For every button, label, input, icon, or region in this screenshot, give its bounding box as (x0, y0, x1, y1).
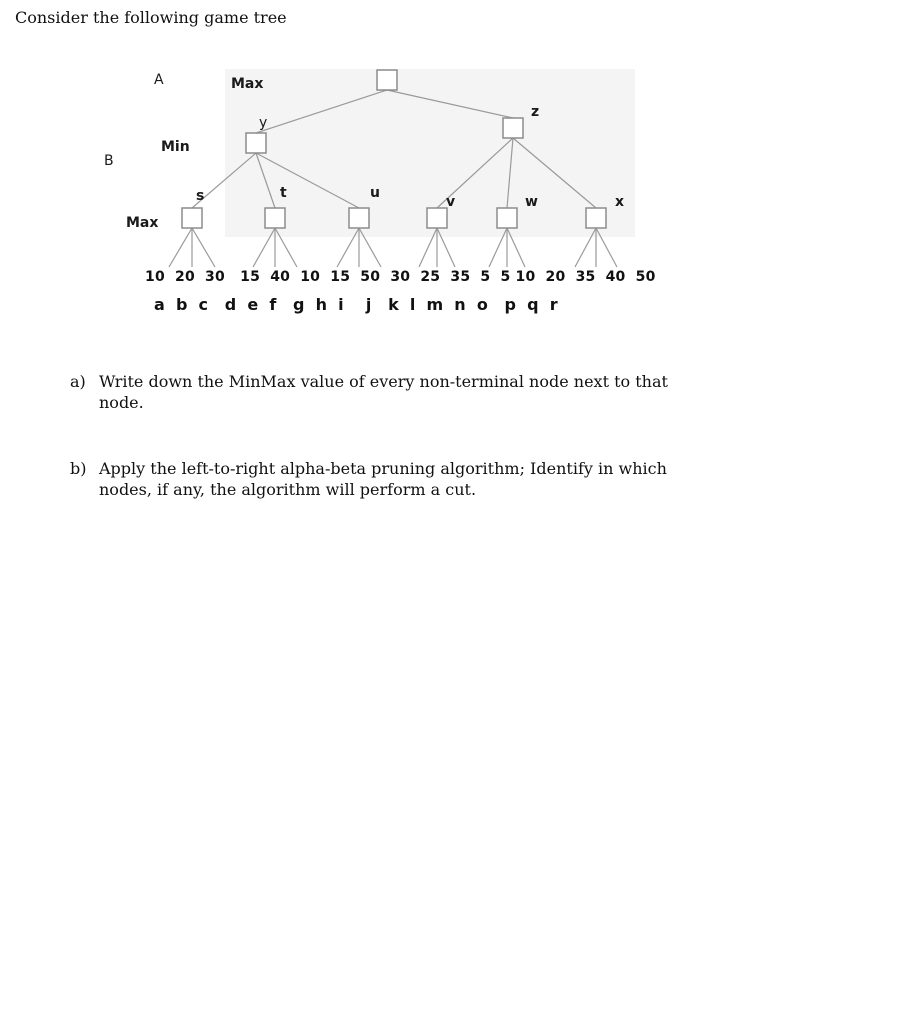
node-label-y: y (259, 115, 268, 131)
leaf-values-row: 10 20 30 15 40 10 15 50 30 25 35 5 5 10 20 35 40 50 (145, 269, 656, 285)
question-a-number: a) (70, 372, 86, 391)
node-label-w: w (525, 194, 538, 210)
edge-root-z (387, 90, 513, 118)
intro-text: Consider the following game tree (15, 8, 287, 27)
level-label-min: Min (161, 139, 190, 155)
corner-label-a: A (154, 72, 164, 88)
node-u (349, 208, 369, 228)
node-x (586, 208, 606, 228)
node-label-u: u (370, 185, 380, 201)
node-label-v: v (446, 194, 456, 210)
node-s (182, 208, 202, 228)
leaf-letters-row: a b c d e f g h i j k l m n o p q r (154, 295, 558, 314)
root-node (377, 70, 397, 90)
node-label-s: s (196, 188, 205, 204)
node-label-x: x (615, 194, 625, 210)
leaf-edges (169, 228, 617, 267)
node-z (503, 118, 523, 138)
level-label-max-bottom: Max (126, 215, 159, 231)
question-b-number: b) (70, 459, 87, 478)
level-label-max-top: Max (231, 76, 264, 92)
question-a-text: Write down the MinMax value of every non-terminal node next to that node. (99, 372, 668, 412)
edge-root-y (256, 90, 387, 133)
question-b (70, 458, 710, 500)
node-label-z: z (531, 104, 540, 120)
corner-label-b: B (104, 153, 114, 169)
game-tree-figure (95, 62, 655, 332)
edge-z-w (507, 138, 513, 208)
question-b-text: Apply the left-to-right alpha-beta pruning algorithm; Identify in which nodes, if any, the algorithm will perform a cut. (99, 459, 667, 499)
edge-y-u (256, 153, 359, 208)
node-v (427, 208, 447, 228)
question-a (70, 371, 710, 413)
node-label-t: t (280, 185, 287, 201)
node-w (497, 208, 517, 228)
node-y (246, 133, 266, 153)
node-t (265, 208, 285, 228)
